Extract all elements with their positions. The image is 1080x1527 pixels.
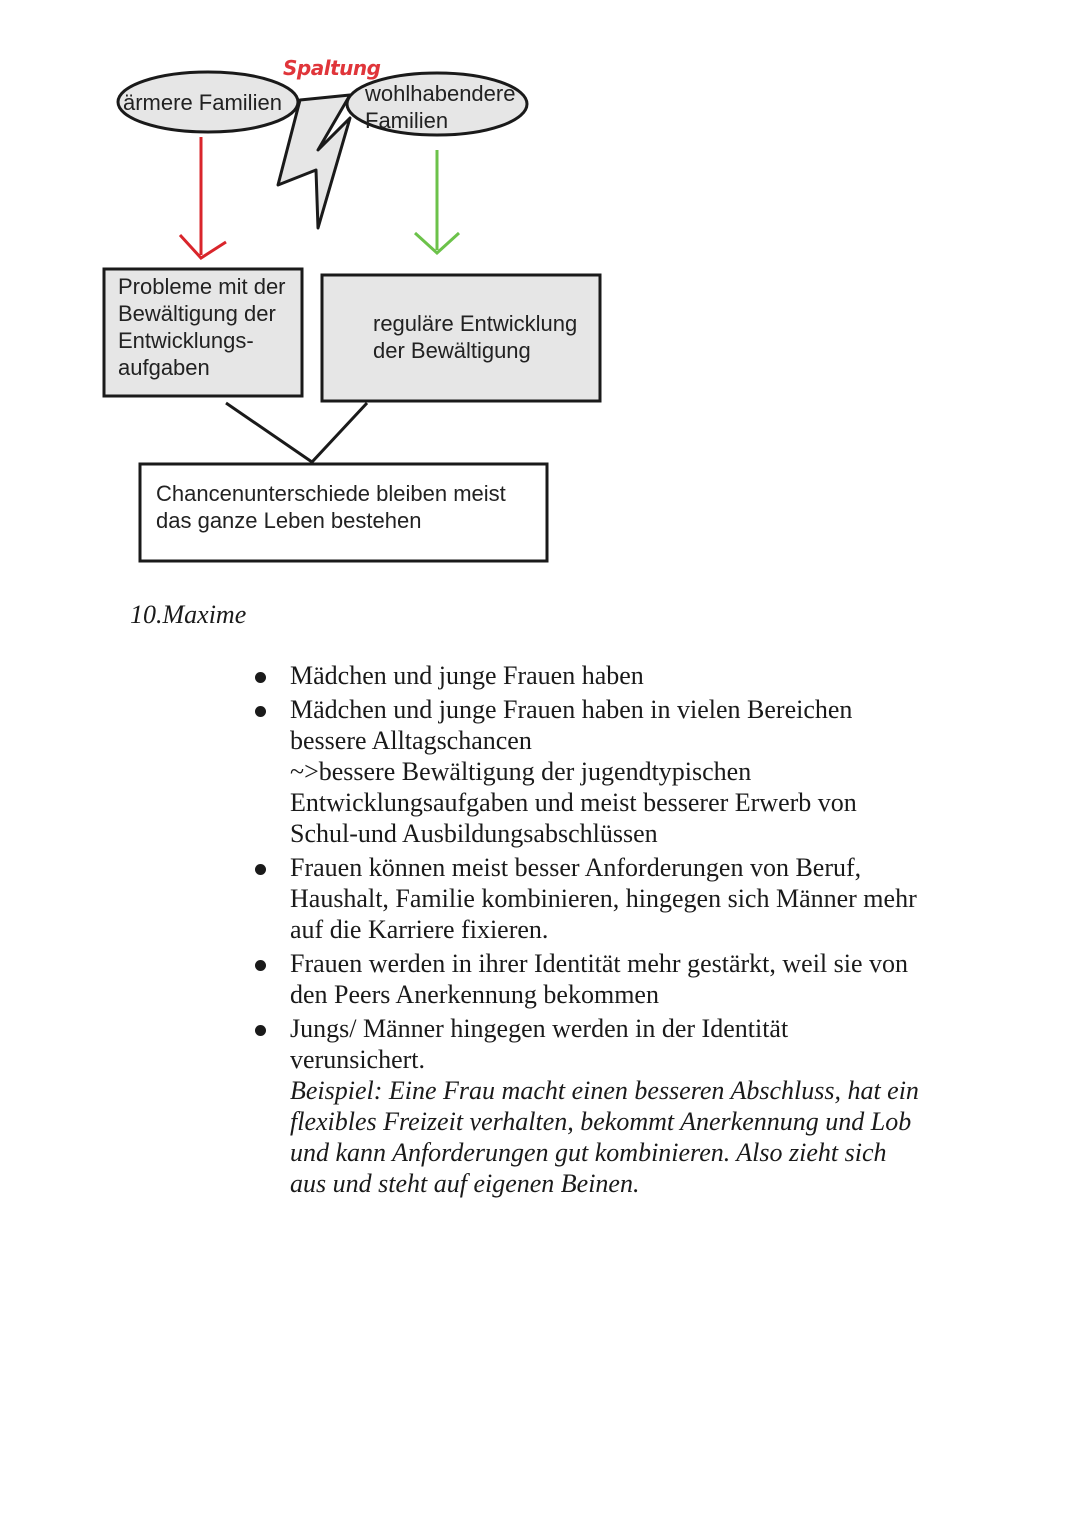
bullet-text: Mädchen und junge Frauen haben bbox=[290, 661, 644, 690]
bullet-text: Entwicklungsaufgaben und meist besserer Erwerb von bbox=[290, 788, 857, 817]
bullet-text: ~>bessere Bewältigung der jugendtypischen bbox=[290, 757, 752, 786]
bullet-text: verunsichert. bbox=[290, 1045, 426, 1074]
bullet-text: den Peers Anerkennung bekommen bbox=[290, 980, 659, 1009]
node-poor-label: ärmere Familien bbox=[123, 90, 282, 115]
bullet-text: bessere Alltagschancen bbox=[290, 726, 532, 755]
flow-diagram bbox=[0, 0, 1080, 600]
bullet-text: Frauen werden in ihrer Identität mehr gestärkt, weil sie von bbox=[290, 949, 909, 978]
list-item bbox=[255, 948, 975, 1010]
section-heading: 10.Maxime bbox=[130, 600, 247, 629]
bullet-icon bbox=[255, 960, 266, 971]
example-text: und kann Anforderungen gut kombinieren. Also zieht sich bbox=[290, 1138, 887, 1167]
list-item bbox=[255, 852, 975, 945]
box-result-label: Chancenunterschiede bleiben meist das ganze Leben bestehen bbox=[156, 481, 506, 533]
list-item bbox=[255, 1013, 975, 1199]
bullet-text: Jungs/ Männer hingegen werden in der Identität bbox=[290, 1014, 789, 1043]
bullet-text: Haushalt, Familie kombinieren, hingegen sich Männer mehr bbox=[290, 884, 917, 913]
list-item bbox=[255, 660, 975, 691]
bullet-text: Schul-und Ausbildungsabschlüssen bbox=[290, 819, 658, 848]
example-text: aus und steht auf eigenen Beinen. bbox=[290, 1169, 640, 1198]
node-wealthy-label: wohlhabendere Familien bbox=[365, 81, 516, 133]
split-label: Spaltung bbox=[283, 56, 381, 80]
box-problems-label: Probleme mit der Bewältigung der Entwicklungs- aufgaben bbox=[118, 274, 286, 380]
bullet-text: Frauen können meist besser Anforderungen von Beruf, bbox=[290, 853, 862, 882]
box-regular-label: reguläre Entwicklung der Bewältigung bbox=[373, 311, 578, 363]
red-arrow-head bbox=[180, 235, 226, 258]
list-item bbox=[255, 694, 975, 849]
bullet-icon bbox=[255, 1025, 266, 1036]
bullet-icon bbox=[255, 706, 266, 717]
bullet-icon bbox=[255, 672, 266, 683]
example-text: flexibles Freizeit verhalten, bekommt Anerkennung und Lob bbox=[290, 1107, 912, 1136]
bullet-text: Mädchen und junge Frauen haben in vielen Bereichen bbox=[290, 695, 853, 724]
bullet-icon bbox=[255, 864, 266, 875]
example-text: Beispiel: Eine Frau macht einen besseren Abschluss, hat ein bbox=[290, 1076, 919, 1105]
connector-lines bbox=[226, 403, 367, 462]
bullet-list bbox=[255, 660, 975, 1202]
bullet-text: auf die Karriere fixieren. bbox=[290, 915, 549, 944]
